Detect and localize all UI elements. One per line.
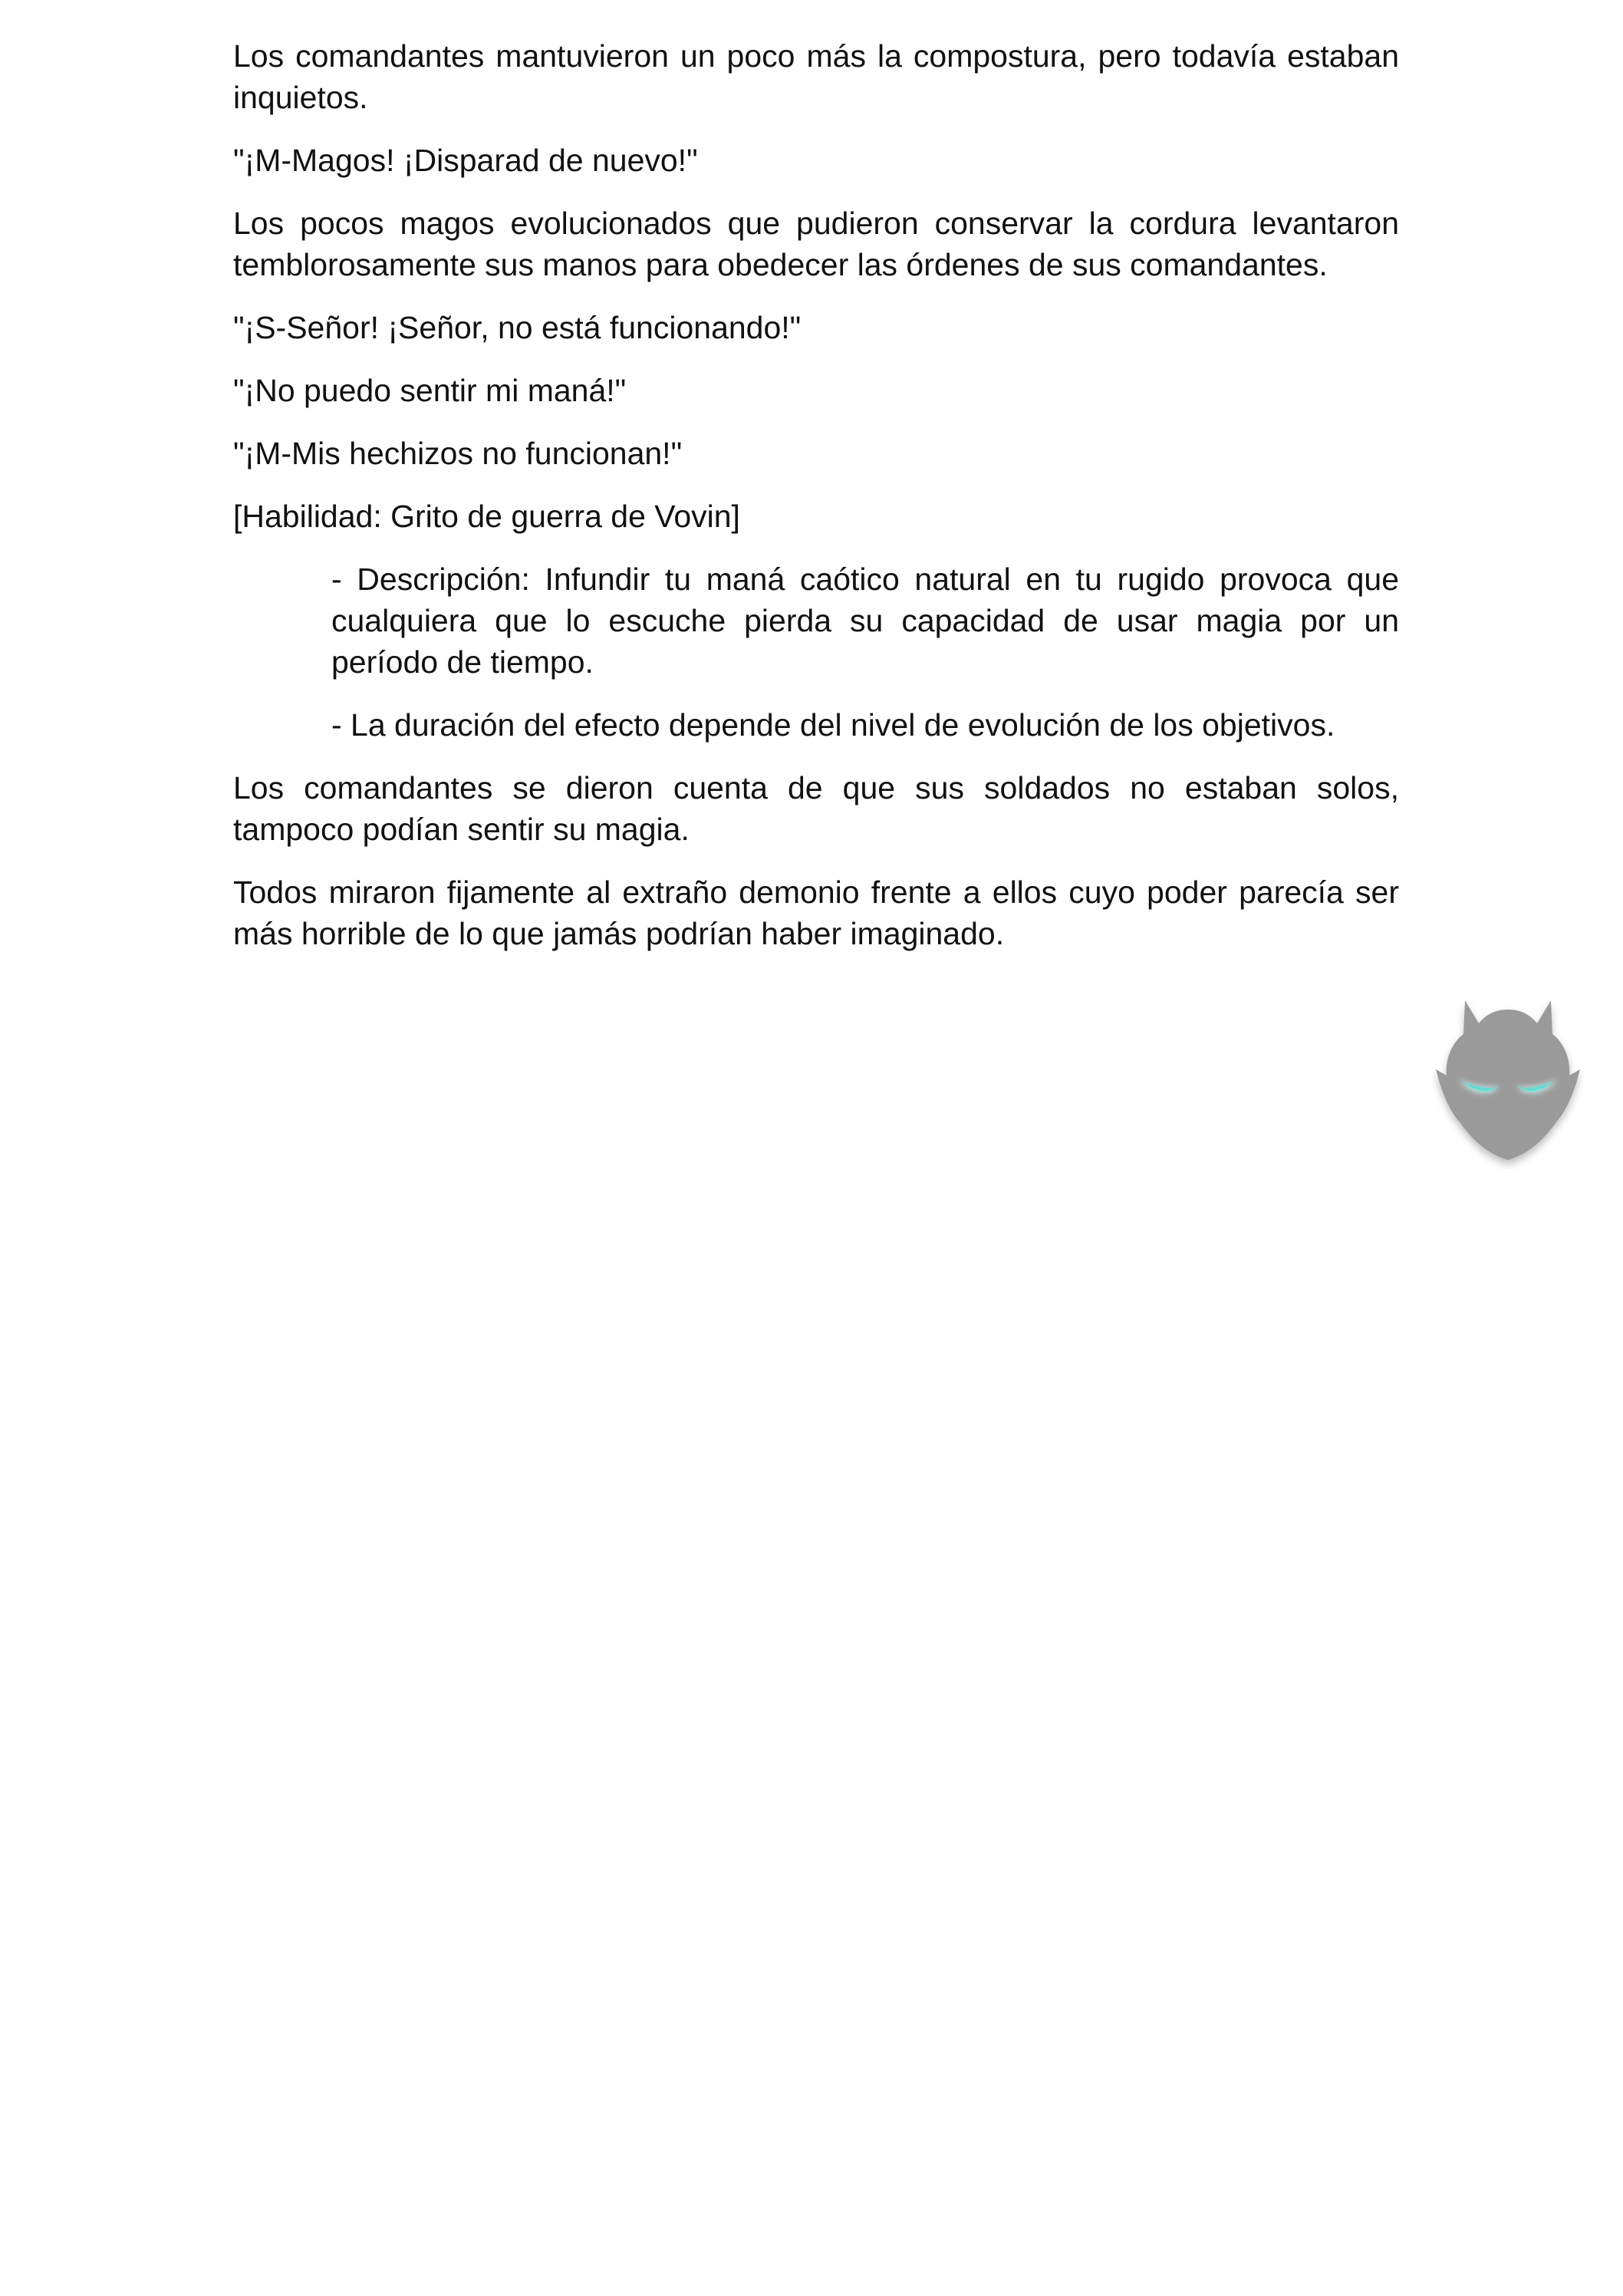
skill-duration: - La duración del efecto depende del nivel de evolución de los objetivos.	[331, 707, 1335, 743]
paragraph: "¡S-Señor! ¡Señor, no está funcionando!"	[233, 310, 802, 345]
skill-description: - Descripción: Infundir tu maná caótico natural en tu rugido provoca que cualquiera que lo escuche pierda su capacidad de usar magia por un período de tiempo.	[331, 562, 1399, 680]
paragraph: Los comandantes mantuvieron un poco más la compostura, pero todavía estaban inquietos.	[233, 38, 1399, 115]
paragraph: Los comandantes se dieron cuenta de que sus soldados no estaban solos, tampoco podían sentir su magia.	[233, 770, 1399, 847]
demon-head-icon	[1431, 996, 1585, 1169]
demon-head-shape	[1436, 1000, 1580, 1160]
paragraph: "¡M-Mis hechizos no funcionan!"	[233, 436, 683, 471]
paragraph: "¡M-Magos! ¡Disparad de nuevo!"	[233, 143, 698, 178]
paragraph: Los pocos magos evolucionados que pudieron conservar la cordura levantaron temblorosamente sus manos para obedecer las órdenes de sus comandantes.	[233, 206, 1399, 282]
paragraph: "¡No puedo sentir mi maná!"	[233, 373, 627, 408]
document-body	[233, 35, 1399, 976]
paragraph: Todos miraron fijamente al extraño demonio frente a ellos cuyo poder parecía ser más horrible de lo que jamás podrían haber imaginado.	[233, 875, 1399, 951]
skill-heading: [Habilidad: Grito de guerra de Vovin]	[233, 499, 740, 534]
